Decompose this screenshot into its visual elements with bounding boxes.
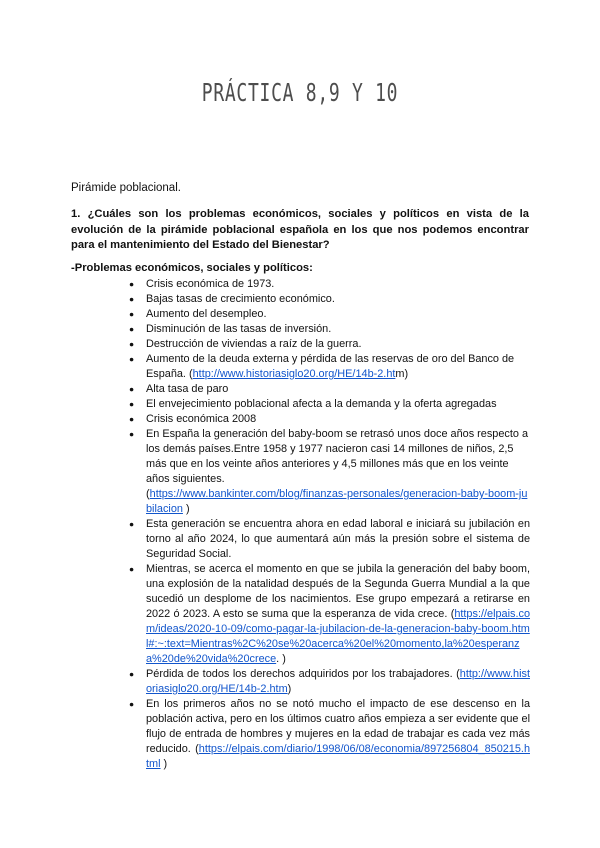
page-title: PRÁCTICA 8,9 Y 10	[201, 78, 399, 107]
item-text: En España la generación del baby-boom se retrasó unos doce años respecto a los demás países.Entre 1958 y 1977 nacieron casi 14 millones de niños, 2,5 más que en los veinte años anteriores y 4,5 millones más que en los veinte años siguientes.	[146, 428, 529, 485]
list-item	[146, 352, 530, 382]
list-item	[146, 562, 530, 667]
item-text: Aumento de la deuda externa y pérdida de las reservas de oro del Banco de España. (	[146, 353, 515, 380]
item-text: (	[195, 743, 199, 755]
source-link[interactable]: https://elpais.com/diario/1998/06/08/economia/897256804_850215.html	[146, 743, 530, 770]
item-text: (	[450, 608, 455, 620]
item-text: m)	[395, 368, 409, 380]
section-subtitle: Pirámide poblacional.	[71, 182, 181, 194]
source-link[interactable]: https://www.bankinter.com/blog/finanzas-personales/generacion-baby-boom-jubilacion	[146, 488, 528, 515]
item-text: Pérdida de todos los derechos adquiridos por los trabajadores.	[146, 668, 453, 680]
item-text: )	[182, 503, 190, 515]
source-link[interactable]: https://elpais.com/ideas/2020-10-09/como-pagar-la-jubilacion-de-la-generacion-baby-boom.html#:~:text=Mientras%2C%20se%20acerca%20el%20momento,la%20esperanza%20de%20vida%20crece	[146, 608, 530, 665]
list-item: ● Bajas tasas de crecimiento económico.	[146, 292, 530, 307]
list-item: ● Crisis económica de 1973.	[146, 277, 530, 292]
list-item: ● Destrucción de viviendas a raíz de la guerra.	[146, 337, 530, 352]
list-item: ● Esta generación se encuentra ahora en edad laboral e iniciará su jubilación en torno al año 2024, lo que aumentará aún más la presión sobre el sistema de Seguridad Social.	[146, 517, 530, 562]
item-text: . )	[276, 653, 286, 665]
list-item: ● El envejecimiento poblacional afecta a la demanda y la oferta agregadas	[146, 397, 530, 412]
item-text: )	[287, 683, 292, 695]
source-link[interactable]: http://www.historiasiglo20.org/HE/14b-2.ht	[192, 368, 396, 380]
item-text: (	[146, 488, 150, 500]
list-item	[146, 697, 530, 772]
problems-list	[146, 277, 530, 772]
list-item	[146, 427, 530, 517]
list-item: ● Crisis económica 2008	[146, 412, 530, 427]
list-item: ● Aumento del desempleo.	[146, 307, 530, 322]
question-text: 1. ¿Cuáles son los problemas económicos, sociales y políticos en vista de la evolución de la pirámide poblacional española en los que nos podemos encontrar para el mantenimiento del Estado del Bienestar?	[71, 208, 529, 251]
list-heading: -Problemas económicos, sociales y políticos:	[71, 262, 313, 274]
source-link[interactable]: http://www.historiasiglo20.org/HE/14b-2.htm	[146, 668, 530, 695]
list-item: ● Alta tasa de paro	[146, 382, 530, 397]
list-item: ● Disminución de las tasas de inversión.	[146, 322, 530, 337]
list-item	[146, 667, 530, 697]
item-text: Mientras, se acerca el momento en que se jubila la generación del baby boom, una explosión de la natalidad después de la Segunda Guerra Mundial a la que sucedió un desplome de los nacimientos. Ese grupo empezará a retirarse en 2022 ó 2023. A esto se suma que la esperanza de vida crece.	[146, 563, 530, 620]
item-text: (	[456, 668, 460, 680]
item-text: )	[160, 758, 168, 770]
item-text: En los primeros años no se notó mucho el impacto de ese descenso en la población activa, pero en los últimos cuatro años empieza a ser evidente que el flujo de entrada de hombres y mujeres en la edad de trabajar es cada vez más reducido.	[146, 698, 530, 755]
